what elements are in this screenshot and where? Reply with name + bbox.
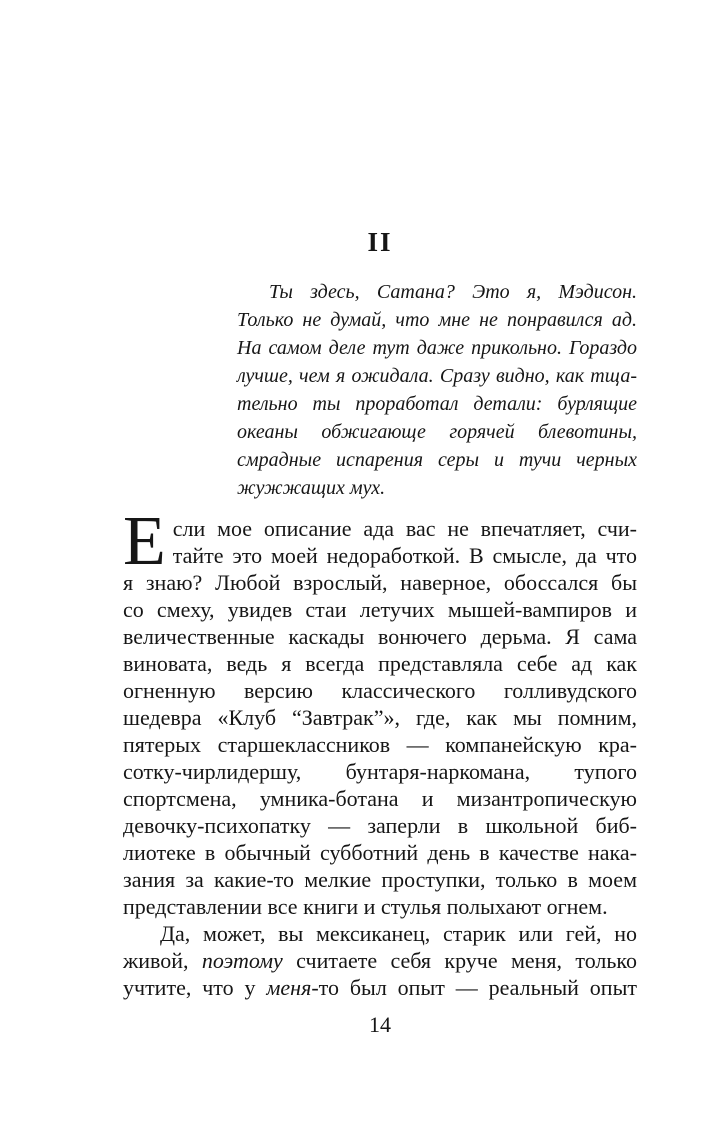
- text-line: тельно ты проработал детали: бурлящие: [237, 393, 637, 415]
- text-line: я знаю? Любой взрослый, наверное, обоссался бы: [123, 570, 637, 595]
- text-line: лиотеке в обычный субботний день в качестве нака-: [123, 840, 637, 865]
- text-line: со смеху, увидев стаи летучих мышей-вампиров и: [123, 597, 637, 622]
- text-line: океаны обжигающе горячей блевотины,: [237, 421, 637, 443]
- text-line: пятерых старшеклассников — компанейскую кра-: [123, 732, 637, 757]
- text-line: спортсмена, умника-ботана и мизантропическую: [123, 786, 637, 811]
- text-line: учтите, что у меня-то был опыт — реальный опыт: [123, 975, 637, 1000]
- text-line: лучше, чем я ожидала. Сразу видно, как тща-: [237, 365, 637, 387]
- paragraph-1: [123, 503, 637, 920]
- text-line: зания за какие-то мелкие проступки, только в моем: [123, 867, 637, 892]
- text-line: жужжащих мух.: [237, 477, 386, 499]
- body-text: [123, 503, 637, 1001]
- epigraph: [237, 278, 637, 502]
- text-line: виновата, ведь я всегда представляла себе ад как: [123, 651, 637, 676]
- page-number: 14: [369, 1012, 391, 1037]
- text-line: сотку-чирлидершу, бунтаря-наркомана, тупого: [123, 759, 637, 784]
- text-line: Да, может, вы мексиканец, старик или гей, но: [160, 921, 637, 946]
- text-block: [123, 0, 637, 1040]
- chapter-heading: II: [367, 227, 393, 257]
- text-line: величественные каскады вонючего дерьма. Я сама: [123, 624, 637, 649]
- text-line: На самом деле тут даже прикольно. Гораздо: [237, 337, 637, 359]
- text-line: живой, поэтому считаете себя круче меня, только: [123, 948, 637, 973]
- text-line: Только не думай, что мне не понравился ад.: [237, 309, 637, 331]
- text-line: смрадные испарения серы и тучи черных: [237, 449, 637, 471]
- text-line: огненную версию классического голливудского: [123, 678, 637, 703]
- paragraph-2: [123, 920, 637, 1001]
- text-line: представлении все книги и стулья полыхают огнем.: [123, 894, 608, 919]
- drop-cap-letter: Е: [123, 503, 166, 580]
- text-line: сли мое описание ада вас не впечатляет, счи-: [172, 516, 637, 541]
- text-line: шедевра «Клуб “Завтрак”», где, как мы помним,: [123, 705, 637, 730]
- text-line: тайте это моей недоработкой. В смысле, да что: [172, 543, 637, 568]
- text-line: Ты здесь, Сатана? Это я, Мэдисон.: [269, 281, 637, 303]
- text-line: девочку-психопатку — заперли в школьной биб-: [123, 813, 637, 838]
